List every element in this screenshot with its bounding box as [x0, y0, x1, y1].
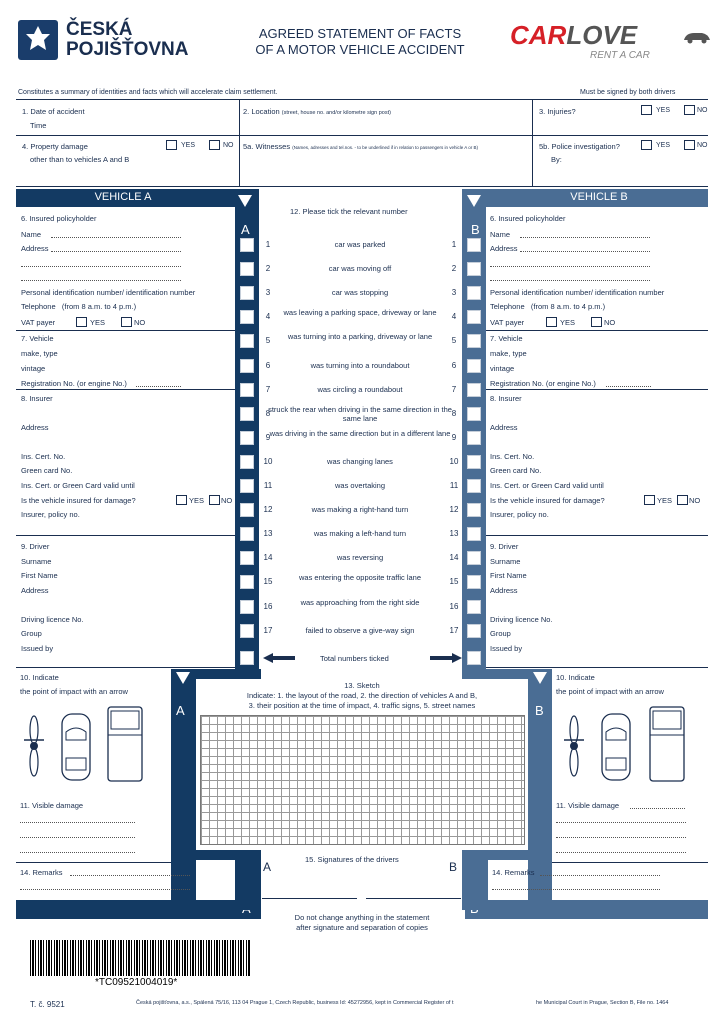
- vehicle-b-header: VEHICLE B: [570, 191, 628, 203]
- property-no-label: NO: [223, 142, 234, 149]
- b-reg-label: Registration No. (or engine No.): [490, 379, 596, 388]
- a-ins-cert-label: Ins. Cert. No.: [21, 452, 66, 461]
- a-telephone-label: Telephone (from 8 a.m. to 4 p.m.): [21, 302, 137, 311]
- circumstance-text: was leaving a parking space, driveway or lane: [283, 308, 437, 318]
- company-name-line1: ČESKÁ: [66, 19, 133, 40]
- circumstance-text: was reversing: [336, 553, 384, 563]
- circumstance-a-checkbox[interactable]: [240, 334, 254, 348]
- circumstance-a-checkbox[interactable]: [240, 624, 254, 638]
- circumstance-b-number: 8: [451, 408, 457, 418]
- a-reg-field[interactable]: [136, 386, 181, 387]
- circumstance-b-number: 13: [449, 529, 459, 539]
- date-label: 1. Date of accident: [22, 107, 85, 116]
- b-surname-label: Surname: [490, 557, 521, 566]
- circumstance-text: was making a right-hand turn: [311, 505, 409, 515]
- a-vintage-label: vintage: [21, 364, 46, 373]
- circumstance-b-checkbox[interactable]: [467, 262, 481, 276]
- date-field[interactable]: [100, 110, 230, 118]
- a-valid-label: Ins. Cert. or Green Card valid until: [21, 481, 135, 490]
- b-remarks-label: 14. Remarks: [492, 868, 535, 877]
- a-reg-label: Registration No. (or engine No.): [21, 379, 127, 388]
- a-damage-yes-label: YES: [189, 496, 205, 505]
- circumstance-b-number: 17: [449, 625, 459, 635]
- circumstance-b-checkbox[interactable]: [467, 551, 481, 565]
- b-name-label: Name: [490, 230, 511, 239]
- circumstance-a-number: 14: [263, 553, 273, 563]
- b-pin-label: Personal identification number/ identification number: [490, 288, 665, 297]
- circumstance-b-number: 3: [451, 288, 457, 298]
- a-issued-label: Issued by: [21, 644, 54, 653]
- barcode-text: *TC09521004019*: [95, 977, 178, 988]
- circumstance-a-number: 8: [265, 408, 271, 418]
- circumstance-a-number: 11: [263, 481, 273, 490]
- property-label: 4. Property damage: [22, 142, 88, 151]
- circumstance-a-checkbox[interactable]: [240, 455, 254, 469]
- circumstance-b-number: 16: [449, 601, 459, 611]
- circumstance-a-checkbox[interactable]: [240, 600, 254, 614]
- circumstance-b-checkbox[interactable]: [467, 286, 481, 300]
- a-vat-no-checkbox[interactable]: [121, 317, 132, 327]
- police-yes-label: YES: [656, 142, 671, 149]
- property-label-2: other than to vehicles A and B: [30, 155, 130, 164]
- a-vat-yes-label: YES: [90, 318, 106, 327]
- circumstance-a-number: 6: [265, 360, 271, 370]
- b-vat-label: VAT payer: [490, 318, 525, 327]
- vehicle-b-frame-col: [462, 189, 486, 669]
- carlove-brand-love: LOVE: [566, 20, 638, 50]
- a-address-field[interactable]: [51, 251, 181, 252]
- total-left-arrow-icon: [263, 653, 295, 663]
- form-title: [230, 26, 490, 58]
- circumstance-a-checkbox[interactable]: [240, 407, 254, 421]
- a-vat-label: VAT payer: [21, 318, 56, 327]
- circumstance-b-checkbox[interactable]: [467, 383, 481, 397]
- circumstance-a-checkbox[interactable]: [240, 359, 254, 373]
- injuries-yes-checkbox[interactable]: [641, 105, 652, 115]
- vehicle-a-details: [16, 207, 235, 669]
- b-licence-label: Driving licence No.: [490, 615, 553, 624]
- a-first-label: First Name: [21, 571, 58, 580]
- sketch-grid[interactable]: [200, 715, 525, 845]
- injuries-label: 3. Injuries?: [539, 107, 576, 116]
- b-insurer-label: 8. Insurer: [490, 394, 522, 403]
- a-truck-icon: [106, 703, 144, 785]
- a-drv-address-label: Address: [21, 586, 49, 595]
- total-b-box[interactable]: [467, 651, 481, 665]
- a-damage-no-label: NO: [221, 496, 233, 505]
- circumstance-b-checkbox[interactable]: [467, 334, 481, 348]
- circumstance-b-number: 10: [449, 456, 459, 466]
- a-motorcycle-icon: [22, 710, 46, 780]
- circumstance-b-checkbox[interactable]: [467, 431, 481, 445]
- a-group-label: Group: [21, 629, 42, 638]
- injuries-no-label: NO: [697, 107, 708, 114]
- lower-b-arrow: [533, 672, 547, 684]
- lower-b-bottom: [465, 900, 708, 919]
- a-pin-label: Personal identification number/ identification number: [21, 288, 196, 297]
- property-no-checkbox[interactable]: [209, 140, 220, 150]
- a-green-label: Green card No.: [21, 466, 73, 475]
- carlove-brand-car: CAR: [510, 20, 567, 50]
- a-indicate-label: 10. Indicate: [20, 673, 59, 682]
- a-licence-label: Driving licence No.: [21, 615, 84, 624]
- circumstance-text: was overtaking: [334, 481, 386, 490]
- witnesses-field[interactable]: [243, 152, 528, 182]
- company-name-line2: POJIŠŤOVNA: [66, 39, 189, 60]
- b-issued-label: Issued by: [490, 644, 523, 653]
- injuries-no-checkbox[interactable]: [684, 105, 695, 115]
- b-vat-yes-checkbox[interactable]: [546, 317, 557, 327]
- b-car-icon: [600, 710, 632, 784]
- circumstance-b-checkbox[interactable]: [467, 455, 481, 469]
- b-policy-label: Insurer, policy no.: [490, 510, 549, 519]
- circumstance-a-checkbox[interactable]: [240, 286, 254, 300]
- lower-a-bottom: [16, 900, 261, 919]
- circumstance-a-checkbox[interactable]: [240, 575, 254, 589]
- b-damage-no-label: NO: [689, 496, 701, 505]
- a-damage-no-checkbox[interactable]: [209, 495, 220, 505]
- b-truck-icon: [648, 703, 686, 785]
- circumstance-b-checkbox[interactable]: [467, 575, 481, 589]
- b-ins-address-label: Address: [490, 423, 518, 432]
- b-indicate-label: 10. Indicate: [556, 673, 595, 682]
- police-yes-checkbox[interactable]: [641, 140, 652, 150]
- sig-a-line[interactable]: [262, 875, 357, 899]
- a-insurer-label: 8. Insurer: [21, 394, 53, 403]
- vehicle-b-letter: B: [471, 222, 480, 237]
- circumstance-text: was changing lanes: [327, 456, 393, 466]
- circumstance-a-number: 10: [263, 456, 273, 466]
- a-vat-yes-checkbox[interactable]: [76, 317, 87, 327]
- vehicle-a-header: VEHICLE A: [94, 191, 152, 203]
- notice-line1: Do not change anything in the statement: [294, 913, 430, 922]
- police-by-label: By:: [551, 155, 562, 164]
- b-vat-yes-label: YES: [560, 318, 576, 327]
- circumstance-b-number: 1: [451, 240, 457, 249]
- vehicle-a-frame-col: [235, 189, 259, 669]
- notice-text: [262, 913, 462, 933]
- circumstance-a-number: 12: [263, 505, 273, 515]
- b-motorcycle-icon: [562, 710, 586, 780]
- circumstance-b-checkbox[interactable]: [467, 238, 481, 252]
- b-damage-yes-checkbox[interactable]: [644, 495, 655, 505]
- a-ins-address-label: Address: [21, 423, 49, 432]
- b-insured-label: 6. Insured policyholder: [490, 214, 566, 223]
- b-drv-address-label: Address: [490, 586, 518, 595]
- a-insured-damage-label: Is the vehicle insured for damage?: [21, 496, 136, 505]
- b-address-label: Address: [490, 244, 518, 253]
- b-name-field[interactable]: [520, 237, 650, 238]
- circumstance-text: failed to observe a give-way sign: [305, 625, 415, 635]
- circumstance-b-checkbox[interactable]: [467, 407, 481, 421]
- carlove-tagline: RENT A CAR: [590, 50, 650, 61]
- signatures-title: 15. Signatures of the drivers: [305, 855, 399, 864]
- lower-a-arrow: [176, 672, 190, 684]
- sketch-caption: [196, 681, 528, 711]
- b-telephone-label: Telephone (from 8 a.m. to 4 p.m.): [490, 302, 606, 311]
- circumstance-text: was making a left-hand turn: [313, 529, 407, 539]
- circumstance-a-checkbox[interactable]: [240, 383, 254, 397]
- a-policy-label: Insurer, policy no.: [21, 510, 80, 519]
- total-a-box[interactable]: [240, 651, 254, 665]
- company-logo: [18, 20, 58, 60]
- circumstance-a-checkbox[interactable]: [240, 238, 254, 252]
- circumstance-a-checkbox[interactable]: [240, 551, 254, 565]
- b-first-label: First Name: [490, 571, 527, 580]
- b-vintage-label: vintage: [490, 364, 515, 373]
- a-insured-label: 6. Insured policyholder: [21, 214, 97, 223]
- circumstance-text: was turning into a parking, driveway or lane: [287, 332, 433, 342]
- circumstance-b-number: 12: [449, 505, 459, 515]
- a-damage-yes-checkbox[interactable]: [176, 495, 187, 505]
- circumstance-a-number: 1: [265, 240, 271, 249]
- b-reg-field[interactable]: [606, 386, 651, 387]
- vehicle-a-down-arrow: [238, 195, 252, 207]
- property-yes-label: YES: [181, 142, 196, 149]
- b-valid-label: Ins. Cert. or Green Card valid until: [490, 481, 604, 490]
- circumstance-a-number: 13: [263, 529, 273, 539]
- circumstance-a-number: 7: [265, 384, 271, 394]
- a-remarks-label: 14. Remarks: [20, 868, 63, 877]
- car-silhouette-icon: [682, 30, 712, 44]
- injuries-yes-label: YES: [656, 107, 671, 114]
- police-no-checkbox[interactable]: [684, 140, 695, 150]
- vehicle-a-letter: A: [241, 222, 250, 237]
- circumstance-a-number: 17: [263, 625, 273, 635]
- circumstance-b-number: 11: [449, 481, 459, 490]
- property-yes-checkbox[interactable]: [166, 140, 177, 150]
- circumstance-b-number: 5: [451, 336, 457, 346]
- circumstance-b-number: 4: [451, 312, 457, 322]
- circumstance-a-checkbox[interactable]: [240, 262, 254, 276]
- b-vat-no-label: NO: [604, 318, 616, 327]
- b-insured-damage-label: Is the vehicle insured for damage?: [490, 496, 605, 505]
- circumstance-b-number: 7: [451, 384, 457, 394]
- a-make-label: make, type: [21, 349, 58, 358]
- a-driver-label: 9. Driver: [21, 542, 50, 551]
- title-line2: OF A MOTOR VEHICLE ACCIDENT: [255, 42, 465, 57]
- barcode: [30, 940, 250, 976]
- a-name-label: Name: [21, 230, 42, 239]
- circumstance-text: car was stopping: [331, 288, 389, 298]
- a-address-label: Address: [21, 244, 49, 253]
- a-vat-no-label: NO: [134, 318, 146, 327]
- circumstances-header: 12. Please tick the relevant number: [290, 207, 408, 216]
- circumstance-text: was circling a roundabout: [317, 384, 403, 394]
- b-damage-label: 11. Visible damage: [556, 801, 620, 810]
- circumstance-b-number: 2: [451, 264, 457, 274]
- circumstance-a-checkbox[interactable]: [240, 479, 254, 493]
- notice-line2: after signature and separation of copies: [296, 923, 428, 932]
- circumstance-a-number: 3: [265, 288, 271, 298]
- sketch-title: 13. Sketch: [344, 681, 380, 690]
- b-group-label: Group: [490, 629, 511, 638]
- vehicle-b-down-arrow: [467, 195, 481, 207]
- circumstance-text: car was moving off: [328, 264, 392, 274]
- a-indicate-label-2: the point of impact with an arrow: [20, 687, 128, 696]
- sig-a-letter: A: [263, 860, 272, 874]
- b-damage-no-checkbox[interactable]: [677, 495, 688, 505]
- circumstance-text: struck the rear when driving in the same direction in the same lane: [268, 404, 452, 423]
- b-make-label: make, type: [490, 349, 527, 358]
- footer-code: T. č. 9521: [30, 1000, 65, 1009]
- circumstance-a-number: 2: [265, 264, 271, 274]
- circumstance-b-number: 14: [449, 553, 459, 563]
- b-vehicle-label: 7. Vehicle: [490, 334, 523, 343]
- b-remarks-field[interactable]: [540, 875, 660, 876]
- b-green-label: Green card No.: [490, 466, 542, 475]
- circumstance-b-number: 15: [449, 577, 459, 587]
- circumstance-b-number: 6: [451, 360, 457, 370]
- b-damage-yes-label: YES: [657, 496, 673, 505]
- circumstance-text: was approaching from the right side: [300, 597, 420, 607]
- footer-left: Česká pojišťovna, a.s., Spálená 75/16, 113 04 Prague 1, Czech Republic, business Id: 45272956, kept in Commercial Register of t: [136, 1000, 454, 1006]
- b-address-field[interactable]: [520, 251, 650, 252]
- lower-b-letter: B: [535, 703, 544, 718]
- subheader-right: Must be signed by both drivers: [580, 89, 676, 96]
- title-line1: AGREED STATEMENT OF FACTS: [258, 26, 462, 41]
- circumstance-text: was driving in the same direction but in a different lane: [269, 428, 451, 438]
- police-no-label: NO: [697, 142, 708, 149]
- circumstance-b-checkbox[interactable]: [467, 310, 481, 324]
- sig-b-letter: B: [449, 860, 458, 874]
- a-damage-label: 11. Visible damage: [20, 801, 84, 810]
- a-car-icon: [60, 710, 92, 784]
- lower-a-letter: A: [176, 703, 185, 718]
- vehicle-b-details: [486, 207, 708, 669]
- circumstance-a-number: 16: [263, 601, 273, 611]
- b-ins-cert-label: Ins. Cert. No.: [490, 452, 535, 461]
- circumstance-a-checkbox[interactable]: [240, 431, 254, 445]
- circumstance-a-number: 15: [263, 577, 273, 587]
- circumstance-b-checkbox[interactable]: [467, 624, 481, 638]
- circumstance-b-checkbox[interactable]: [467, 479, 481, 493]
- circumstance-a-number: 4: [265, 312, 271, 322]
- circumstance-text: was turning into a roundabout: [310, 360, 410, 370]
- b-driver-label: 9. Driver: [490, 542, 519, 551]
- circumstance-text: car was parked: [334, 240, 386, 249]
- sketch-line1: Indicate: 1. the layout of the road, 2. the direction of vehicles A and B,: [246, 691, 478, 700]
- total-right-arrow-icon: [430, 653, 462, 663]
- b-indicate-label-2: the point of impact with an arrow: [556, 687, 664, 696]
- circumstance-b-checkbox[interactable]: [467, 503, 481, 517]
- witnesses-label: 5a. Witnesses (Names, adresses and tel.nos. - to be underlined if in relation to passengers in vehicle A or B): [243, 142, 479, 151]
- location-field[interactable]: [243, 118, 528, 132]
- subheader-left: Constitutes a summary of identities and facts which will accelerate claim settlement.: [18, 89, 278, 96]
- circumstance-a-checkbox[interactable]: [240, 310, 254, 324]
- carlove-logo: [510, 20, 710, 65]
- time-label: Time: [30, 121, 47, 130]
- police-label: 5b. Police investigation?: [539, 142, 620, 151]
- circumstance-b-checkbox[interactable]: [467, 359, 481, 373]
- a-vehicle-label: 7. Vehicle: [21, 334, 54, 343]
- circumstance-b-number: 9: [451, 432, 457, 442]
- a-surname-label: Surname: [21, 557, 52, 566]
- b-vat-no-checkbox[interactable]: [591, 317, 602, 327]
- total-label: Total numbers ticked: [320, 654, 389, 663]
- sig-b-line[interactable]: [366, 875, 461, 899]
- circumstance-text: was entering the opposite traffic lane: [298, 573, 422, 583]
- circumstance-b-checkbox[interactable]: [467, 527, 481, 541]
- circumstance-a-checkbox[interactable]: [240, 527, 254, 541]
- circumstance-a-number: 5: [265, 336, 271, 346]
- circumstance-a-number: 9: [265, 432, 271, 442]
- location-label: 2. Location (street, house no. and/or kilometre sign post): [243, 107, 391, 116]
- sketch-line2: 3. their position at the time of impact, 4. traffic signs, 5. street names: [248, 701, 476, 710]
- a-remarks-field[interactable]: [70, 875, 190, 876]
- circumstance-b-checkbox[interactable]: [467, 600, 481, 614]
- circumstance-a-checkbox[interactable]: [240, 503, 254, 517]
- company-name: [66, 20, 188, 60]
- footer-right: he Municipal Court in Prague, Section B, File no. 1464: [536, 1000, 669, 1006]
- a-name-field[interactable]: [51, 237, 181, 238]
